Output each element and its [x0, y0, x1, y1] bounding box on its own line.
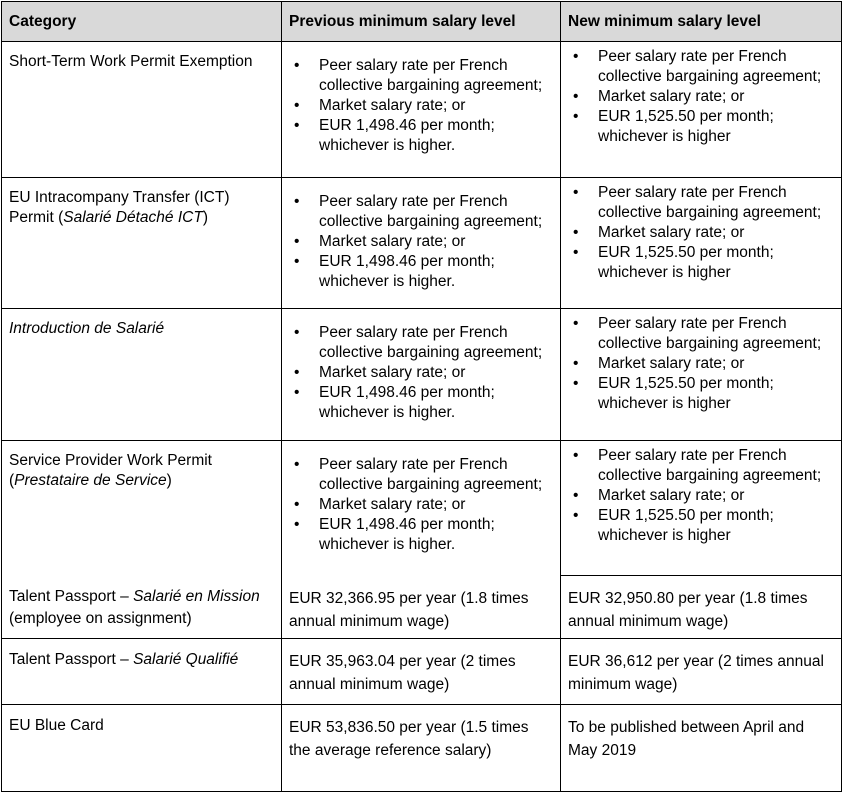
list-item: • EUR 1,498.46 per month; whichever is higher.	[289, 116, 553, 156]
list-item: • Market salary rate; or	[289, 232, 553, 252]
list-item: • Market salary rate; or	[289, 495, 553, 515]
previous-salary-cell	[282, 441, 561, 576]
previous-salary-cell: EUR 32,366.95 per year (1.8 times annual minimum wage)	[282, 576, 561, 639]
list-item: • Peer salary rate per French collective bargaining agreement;	[289, 192, 553, 232]
previous-salary-cell	[282, 42, 561, 178]
table-row	[2, 639, 842, 705]
list-item: • EUR 1,525.50 per month; whichever is higher	[568, 243, 834, 283]
new-salary-cell: EUR 36,612 per year (2 times annual minimum wage)	[561, 639, 842, 705]
list-item: • Peer salary rate per French collective bargaining agreement;	[289, 455, 553, 495]
category-text: EU Blue Card	[9, 717, 104, 734]
list-item: • Peer salary rate per French collective bargaining agreement;	[568, 314, 834, 354]
list-item: • Market salary rate; or	[568, 87, 834, 107]
new-salary-cell	[561, 178, 842, 309]
header-previous: Previous minimum salary level	[282, 2, 561, 42]
list-item: • Market salary rate; or	[289, 96, 553, 116]
category-text: Salarié Qualifié	[133, 651, 239, 668]
list-item: • EUR 1,498.46 per month; whichever is higher.	[289, 515, 553, 555]
new-salary-cell: To be published between April and May 2019	[561, 705, 842, 792]
previous-salary-cell: EUR 35,963.04 per year (2 times annual minimum wage)	[282, 639, 561, 705]
table-row	[2, 576, 842, 639]
list-item: • EUR 1,525.50 per month; whichever is higher	[568, 506, 834, 546]
new-salary-cell: EUR 32,950.80 per year (1.8 times annual minimum wage)	[561, 576, 842, 639]
category-text: Salarié en Mission	[133, 587, 260, 605]
category-text: (employee on assignment)	[9, 609, 192, 627]
header-category: Category	[2, 2, 282, 42]
new-salary-list	[568, 314, 834, 414]
new-salary-cell	[561, 309, 842, 441]
new-salary-list	[568, 446, 834, 546]
list-item: • Market salary rate; or	[289, 363, 553, 383]
category-cell	[2, 576, 282, 639]
new-salary-cell	[561, 441, 842, 576]
table-row	[2, 309, 842, 441]
header-new: New minimum salary level	[561, 2, 842, 42]
header-row	[2, 2, 842, 42]
category-cell	[2, 42, 282, 178]
list-item: • Market salary rate; or	[568, 223, 834, 243]
category-cell	[2, 178, 282, 309]
list-item: • Peer salary rate per French collective bargaining agreement;	[568, 47, 834, 87]
list-item: • Peer salary rate per French collective bargaining agreement;	[289, 323, 553, 363]
category-text: Service Provider Work Permit (	[9, 452, 212, 489]
category-text: EU Intracompany Transfer (ICT) Permit (	[9, 189, 230, 226]
category-text: Introduction de Salarié	[9, 320, 165, 337]
previous-salary-list	[289, 56, 553, 156]
category-cell	[2, 441, 282, 576]
list-item: • Peer salary rate per French collective bargaining agreement;	[568, 446, 834, 486]
table-row	[2, 42, 842, 178]
previous-salary-list	[289, 455, 553, 555]
previous-salary-cell: EUR 53,836.50 per year (1.5 times the average reference salary)	[282, 705, 561, 792]
list-item: • EUR 1,525.50 per month; whichever is higher	[568, 374, 834, 414]
category-text: Talent Passport –	[9, 587, 134, 605]
table-row	[2, 705, 842, 792]
category-text: )	[202, 209, 208, 226]
table-row	[2, 441, 842, 576]
previous-salary-list	[289, 192, 553, 292]
previous-salary-cell	[282, 178, 561, 309]
new-salary-list	[568, 47, 834, 147]
list-item: • Market salary rate; or	[568, 354, 834, 374]
category-cell	[2, 309, 282, 441]
table-row	[2, 178, 842, 309]
category-cell	[2, 705, 282, 792]
previous-salary-cell	[282, 309, 561, 441]
list-item: • EUR 1,498.46 per month; whichever is higher.	[289, 383, 553, 423]
category-text: )	[166, 472, 172, 489]
salary-table	[1, 1, 842, 792]
list-item: • Peer salary rate per French collective bargaining agreement;	[289, 56, 553, 96]
category-text: Talent Passport –	[9, 651, 134, 668]
list-item: • Market salary rate; or	[568, 486, 834, 506]
category-cell	[2, 639, 282, 705]
list-item: • EUR 1,498.46 per month; whichever is higher.	[289, 252, 553, 292]
list-item: • Peer salary rate per French collective bargaining agreement;	[568, 183, 834, 223]
new-salary-cell	[561, 42, 842, 178]
new-salary-list	[568, 183, 834, 283]
list-item: • EUR 1,525.50 per month; whichever is higher	[568, 107, 834, 147]
previous-salary-list	[289, 323, 553, 423]
category-text: Prestataire de Service	[14, 472, 167, 489]
category-text: Salarié Détaché ICT	[63, 209, 203, 226]
category-text: Short-Term Work Permit Exemption	[9, 53, 253, 70]
